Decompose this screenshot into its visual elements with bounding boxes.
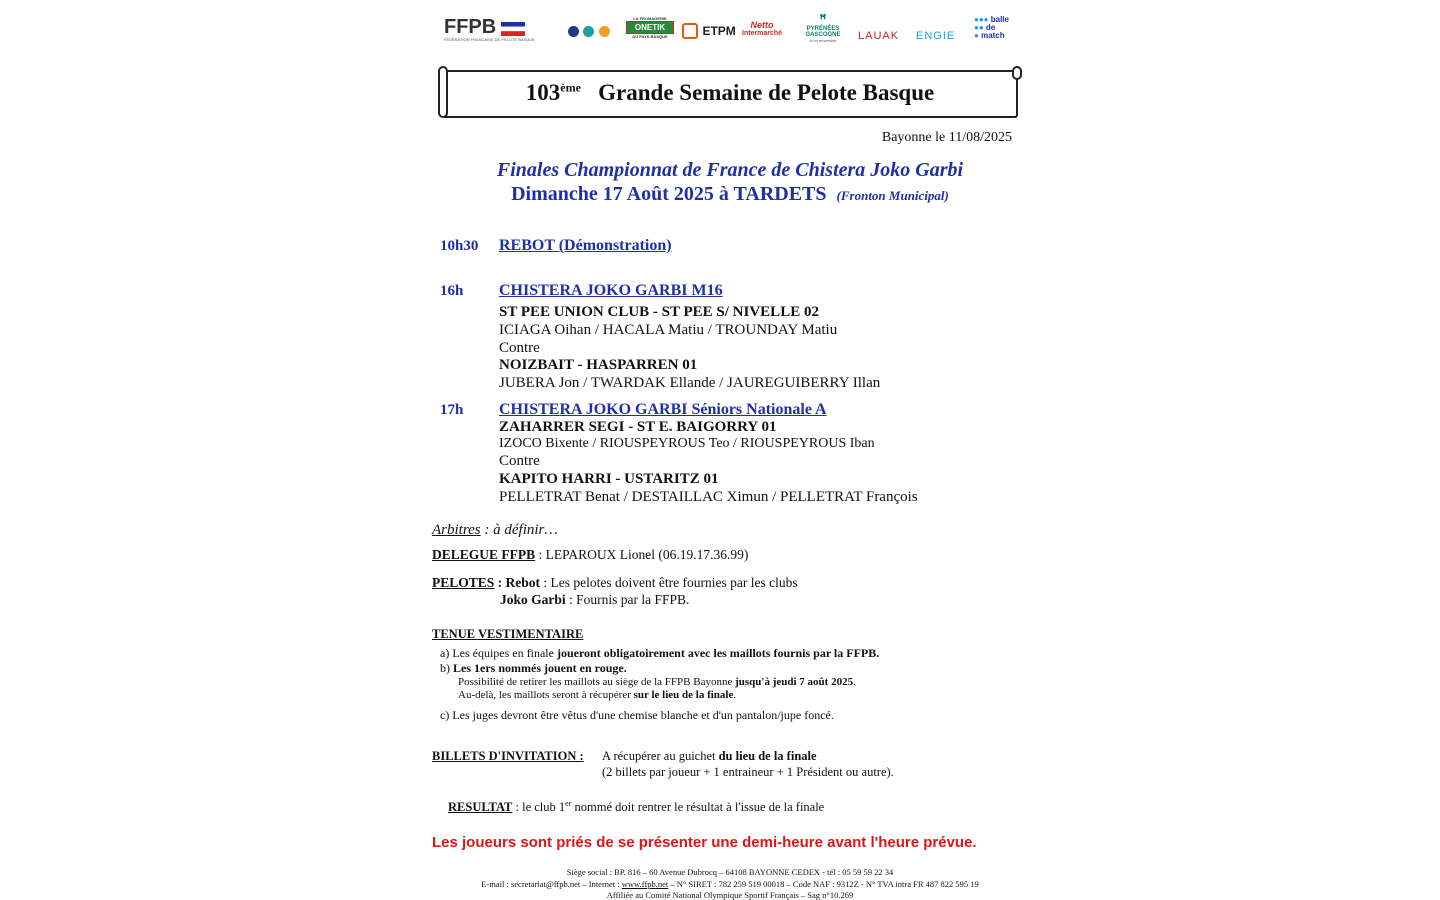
document-date: Bayonne le 11/08/2025 (881, 130, 1012, 145)
flag-icon (501, 22, 525, 36)
pelotes-joko-line: Joko Garbi : Fournis par la FFPB. (500, 592, 690, 607)
footer-address: Siège social : BP. 816 – 60 Avenue Dubrocq – 64108 BAYONNE CEDEX - tél : 05 59 59 22 34 (566, 867, 894, 877)
sponsor-logos (430, 12, 1030, 54)
tenue-item-a: a) Les équipes en finale joueront obligatoirement avec les maillots fournis par la FFPB. (440, 646, 880, 660)
title-banner (442, 70, 1018, 118)
versus-label: Contre (499, 453, 540, 469)
players-list: ICIAGA Oihan / HACALA Matiu / TROUNDAY Matiu (499, 322, 838, 338)
team-name: NOIZBAIT - HASPARREN 01 (499, 357, 698, 373)
schedule-event-1: REBOT (Démonstration) (499, 237, 672, 254)
players-list: PELLETRAT Benat / DESTAILLAC Ximun / PELLETRAT François (499, 489, 918, 505)
schedule-time-1: 10h30 (440, 238, 479, 254)
netto-logo: Netto Intermarché (742, 20, 783, 37)
schedule-event-3: CHISTERA JOKO GARBI Séniors Nationale A (499, 401, 827, 418)
document-page (430, 0, 1030, 900)
tenue-item-c: c) Les juges devront être vêtus d'une chemise blanche et d'un pantalon/jupe foncé. (440, 708, 834, 722)
lauak-logo: LAUAK (858, 30, 900, 42)
mma-logo (568, 24, 610, 42)
players-list: IZOCO Bixente / RIOUSPEYROUS Teo / RIOUSPEYROUS Iban (499, 436, 875, 451)
schedule-time-3: 17h (440, 402, 464, 418)
credit-agricole-logo: ꟸ PYRÉNÉES GASCOGNE ici et ensemble (805, 12, 841, 43)
balle-de-match-logo: ●●● balle ●● de ● match (974, 15, 1009, 40)
subtitle-line1: Finales Championnat de France de Chistera Joko Garbi (496, 159, 964, 181)
billets-line2: (2 billets par joueur + 1 entraineur + 1 Président ou autre). (602, 765, 894, 779)
schedule-event-2: CHISTERA JOKO GARBI M16 (499, 282, 723, 299)
versus-label: Contre (499, 340, 540, 356)
schedule-time-2: 16h (440, 283, 464, 299)
footer-affiliation: Affiliée au Comité National Olympique Sportif Français – Sag n°10.269 (606, 890, 854, 900)
ffpb-logo: FFPB FÉDÉRATION FRANÇAISE DE PELOTE BASQUE (444, 16, 535, 42)
delegue-section: DELEGUE FFPB : LEPAROUX Lionel (06.19.17.36.99) (432, 547, 749, 562)
onetik-logo: LA FROMAGERIE ONETIK DU PAYS BASQUE (626, 16, 674, 39)
pelotes-section: PELOTES : Rebot : Les pelotes doivent être fournies par les clubs (432, 575, 798, 590)
resultat-section: RESULTAT : le club 1er nommé doit rentrer le résultat à l'issue de la finale (448, 799, 825, 815)
team-name: ST PEE UNION CLUB - ST PEE S/ NIVELLE 02 (499, 304, 819, 320)
website-link[interactable]: www.ffpb.net (621, 879, 669, 889)
subtitle-line2: Dimanche 17 Août 2025 à TARDETS (Fronton Municipal) (511, 183, 949, 205)
tenue-note-1: Possibilité de retirer les maillots au siège de la FFPB Bayonne jusqu'à jeudi 7 août 2025. (458, 676, 856, 688)
footer-contact: E-mail : secretariat@ffpb.net – Internet : www.ffpb.net – N° SIRET : 782 259 519 00018 – Code NAF : 9312Z - N° TVA intra FR 487 822 595 19 (481, 879, 979, 889)
tenue-heading: TENUE VESTIMENTAIRE (432, 627, 584, 641)
tenue-note-2: Au-delà, les maillots seront à récupérer sur le lieu de la finale. (458, 689, 737, 701)
etpm-logo: ETPM (682, 22, 736, 40)
engie-logo: ENGIE (916, 30, 956, 42)
team-name: ZAHARRER SEGI - ST E. BAIGORRY 01 (499, 419, 777, 435)
venue-note: (Fronton Municipal) (836, 188, 949, 203)
billets-label: BILLETS D'INVITATION : (432, 749, 584, 763)
billets-line1: A récupérer au guichet du lieu de la finale (602, 749, 817, 763)
arrival-notice: Les joueurs sont priés de se présenter une demi-heure avant l'heure prévue. (432, 834, 977, 851)
players-list: JUBERA Jon / TWARDAK Ellande / JAUREGUIBERRY Illan (499, 375, 881, 391)
page-title: 103ème Grande Semaine de Pelote Basque (525, 80, 935, 105)
team-name: KAPITO HARRI - USTARITZ 01 (499, 471, 719, 487)
tenue-item-b: b) Les 1ers nommés jouent en rouge. (440, 661, 627, 675)
arbitres-section: Arbitres : à définir… (432, 522, 558, 538)
